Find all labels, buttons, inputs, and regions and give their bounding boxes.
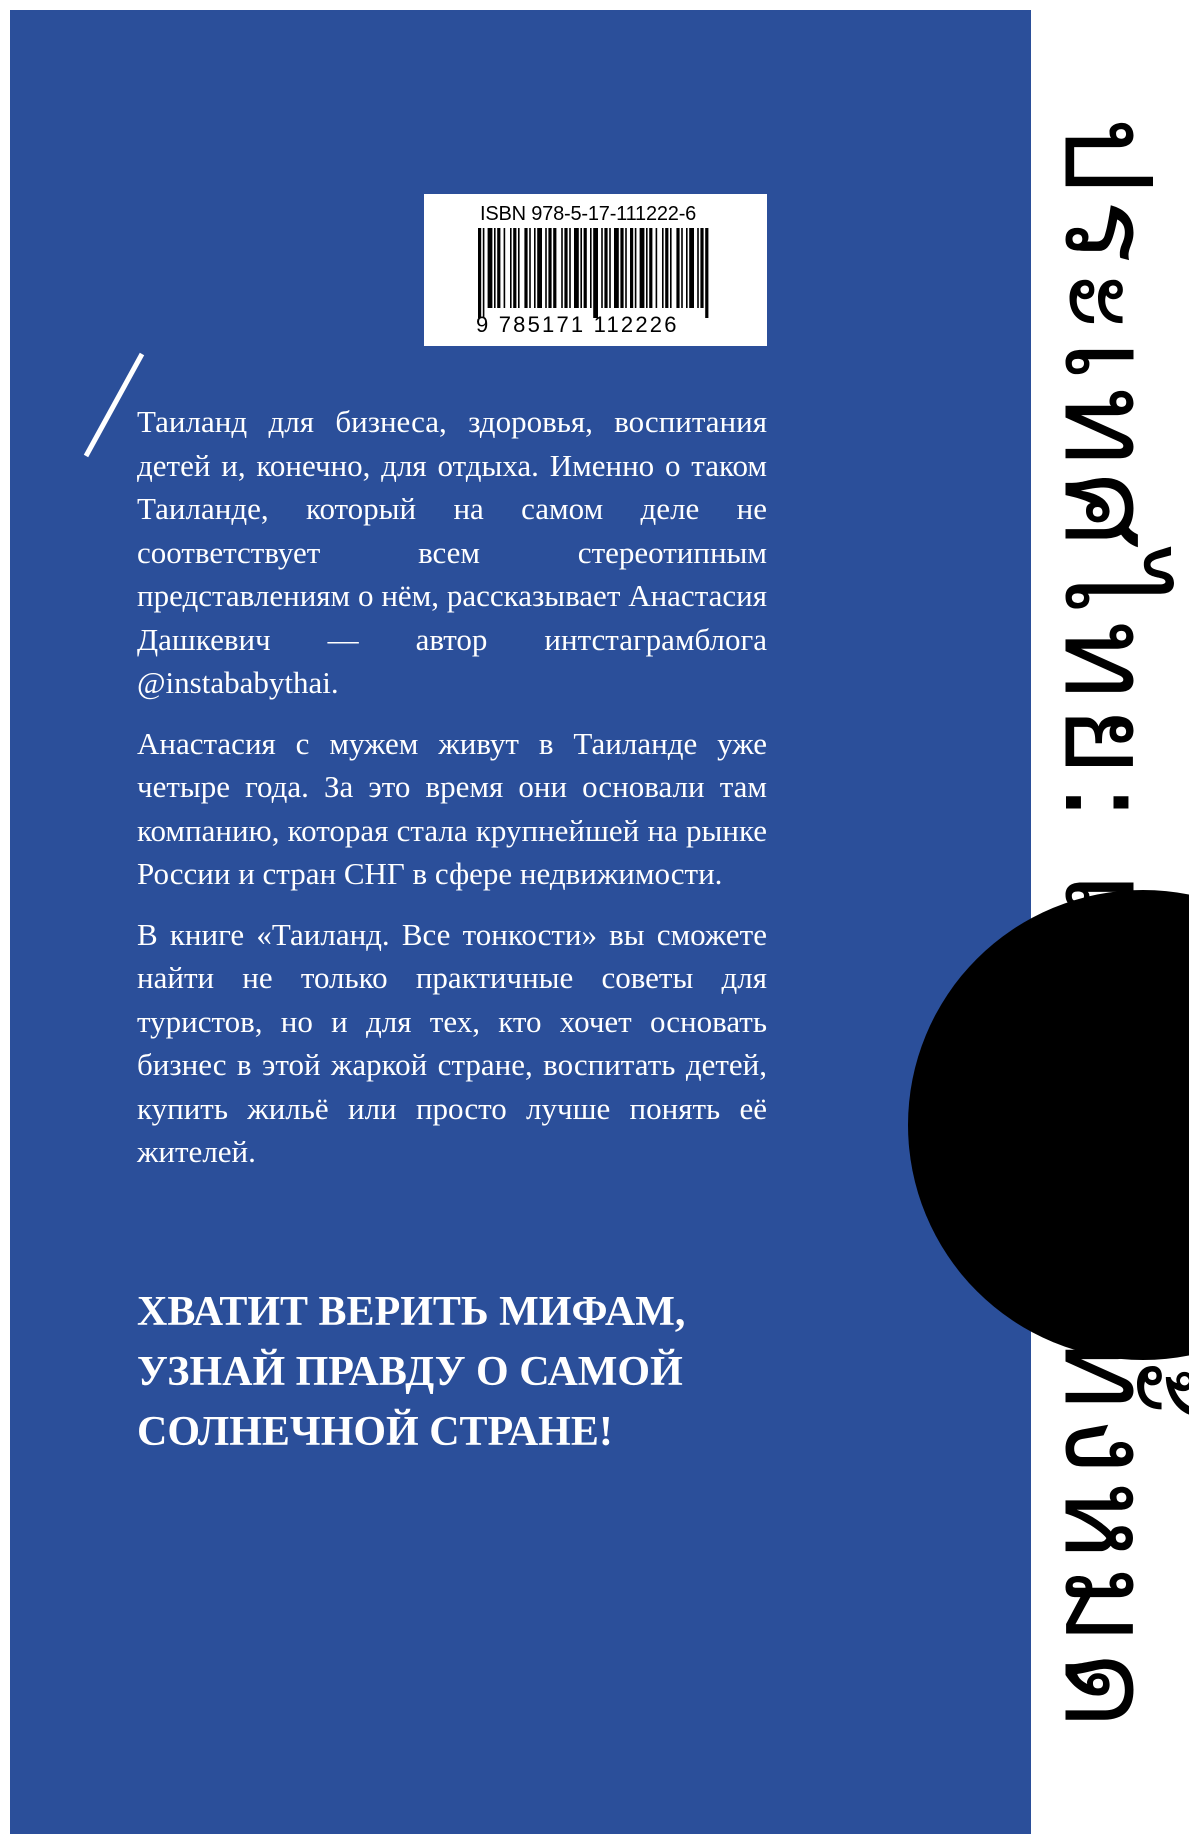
barcode-bar	[646, 228, 648, 308]
barcode-bar	[497, 228, 500, 308]
barcode-bar	[697, 228, 699, 308]
isbn-number: ISBN 978-5-17-111222-6	[480, 203, 697, 225]
barcode-bar	[513, 228, 516, 308]
barcode-icon	[476, 228, 716, 318]
barcode-bar	[534, 228, 536, 308]
description-paragraph-1: Таиланд для бизнеса, здоровья, воспитания детей и, конечно, для отдыха. Именно о таком Таиланде, который на самом деле не соответствует всем стереотипным представлениям о нём, рассказывает Анастасия Дашкевич — автор интстаграмблога @instababythai.	[137, 404, 767, 700]
barcode-bar	[488, 228, 493, 308]
book-description	[137, 400, 767, 1191]
barcode-bar	[705, 228, 708, 318]
barcode-bar	[524, 228, 527, 308]
barcode-bar	[625, 228, 627, 308]
barcode-bar	[689, 228, 694, 308]
barcode-bar	[561, 228, 563, 308]
barcode-bar	[593, 228, 598, 318]
barcode-bar	[478, 228, 481, 318]
barcode-bar	[548, 228, 551, 308]
barcode-bar	[483, 228, 485, 318]
barcode-bar	[553, 228, 556, 308]
barcode-bar	[681, 228, 683, 308]
thai-title: ประเทศไทย: เคล็ดลับทั้งหมด	[1037, 117, 1176, 1735]
barcode-bar	[635, 228, 637, 308]
barcode-bar	[656, 228, 658, 308]
barcode-bar	[569, 228, 571, 308]
barcode-bar	[662, 228, 664, 308]
barcode-bar	[676, 228, 679, 308]
tagline-line-2: УЗНАЙ ПРАВДУ О САМОЙ	[137, 1349, 683, 1395]
barcode-bar	[518, 228, 520, 308]
barcode-bar	[529, 228, 531, 308]
ean-digits: 9 785171 112226	[476, 312, 679, 337]
barcode-bar	[609, 228, 611, 308]
barcode-label	[424, 194, 767, 346]
barcode-bar	[670, 228, 672, 308]
barcode-bar	[494, 228, 496, 308]
barcode-bar	[640, 228, 645, 308]
barcode-bar	[700, 228, 703, 308]
barcode-bar	[649, 228, 652, 308]
description-paragraph-3: В книге «Таиланд. Все тонкости» вы сможете найти не только практичные советы для туристов, но и для тех, кто хочет основать бизнес в этой жаркой стране, воспитать детей, купить жильё или просто лучше понять её жителей.	[137, 916, 767, 1169]
barcode-bar	[510, 228, 512, 308]
barcode-bar	[590, 228, 592, 308]
barcode-bar	[564, 228, 567, 308]
barcode-bar	[537, 228, 542, 308]
barcode-bar	[614, 228, 619, 308]
barcode-bar	[580, 228, 582, 308]
barcode-bar	[604, 228, 607, 308]
barcode-bar	[574, 228, 579, 308]
barcode-bar	[630, 228, 633, 308]
description-paragraph-2: Анастасия с мужем живут в Таиланде уже четыре года. За это время они основали там компанию, которая стала крупнейшей на рынке России и стран СНГ в сфере недвижимости.	[137, 725, 767, 891]
barcode-bar	[545, 228, 547, 308]
barcode-bar	[686, 228, 688, 308]
tagline-line-3: СОЛНЕЧНОЙ СТРАНЕ!	[137, 1409, 613, 1455]
tagline-line-1: ХВАТИТ ВЕРИТЬ МИФАМ,	[137, 1289, 686, 1335]
thai-title-spine	[1031, 12, 1181, 1840]
barcode-bar	[601, 228, 603, 308]
barcode-bar	[504, 228, 506, 308]
tagline	[137, 1282, 777, 1462]
barcode-bar	[665, 228, 668, 308]
barcode-bar	[620, 228, 623, 308]
barcode-bar	[584, 228, 587, 308]
